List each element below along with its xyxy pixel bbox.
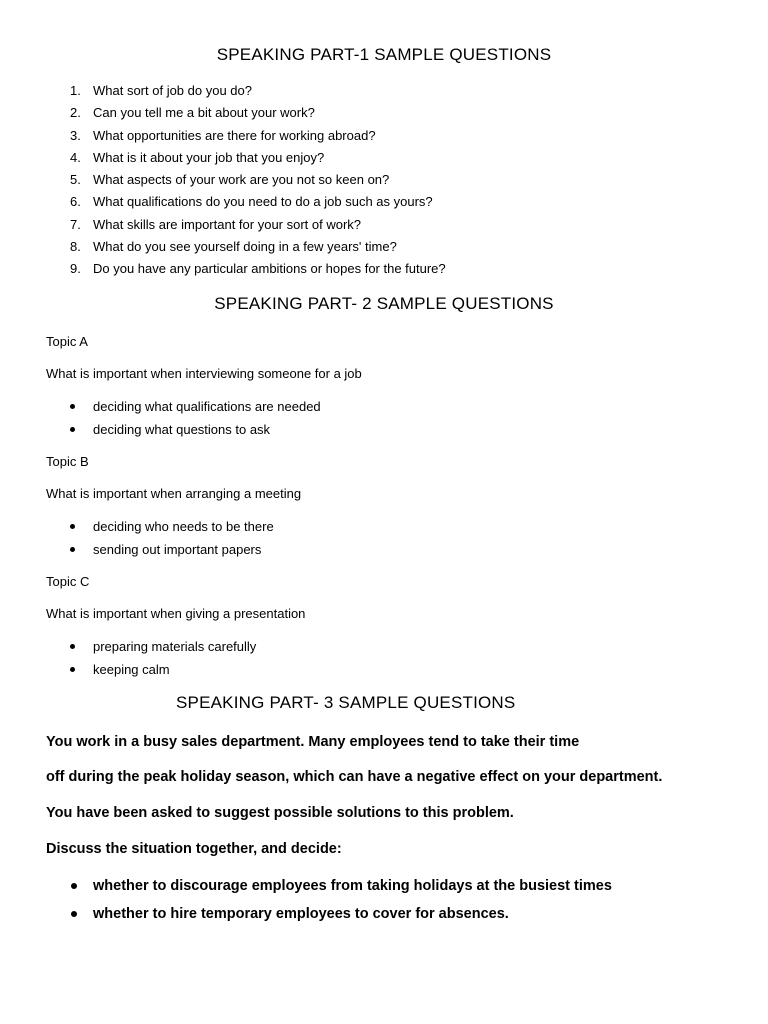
part3-paragraph: off during the peak holiday season, which can have a negative effect on your department. [46, 769, 663, 785]
question-number: 4. [70, 149, 81, 165]
bullet-icon [70, 524, 75, 529]
bullet-icon [70, 547, 75, 552]
question-number: 3. [70, 127, 81, 143]
part1-heading: SPEAKING PART-1 SAMPLE QUESTIONS [216, 45, 552, 64]
topic-b-label: Topic B [46, 454, 89, 469]
bullet-text: deciding what questions to ask [93, 422, 271, 437]
topic-a-label: Topic A [46, 334, 88, 349]
part3-paragraph: You work in a busy sales department. Many employees tend to take their time [46, 734, 580, 750]
bullet-icon [71, 883, 77, 889]
question-text: What is it about your job that you enjoy? [93, 149, 325, 165]
bullet-text: deciding what qualifications are needed [93, 399, 321, 414]
bullet-icon [70, 404, 75, 409]
part3-paragraph: Discuss the situation together, and decide: [46, 841, 342, 857]
bullet-text: whether to hire temporary employees to cover for absences. [93, 906, 509, 922]
part3-heading: SPEAKING PART- 3 SAMPLE QUESTIONS [176, 693, 516, 712]
topic-b-prompt: What is important when arranging a meeting [46, 486, 302, 501]
bullet-icon [71, 911, 77, 917]
bullet-icon [70, 667, 75, 672]
question-number: 9. [70, 261, 81, 277]
question-number: 8. [70, 239, 81, 255]
question-text: What aspects of your work are you not so keen on? [93, 172, 390, 188]
topic-c-prompt: What is important when giving a presentation [46, 606, 306, 621]
question-text: What qualifications do you need to do a job such as yours? [93, 194, 433, 210]
question-number: 1. [70, 83, 81, 98]
part2-heading: SPEAKING PART- 2 SAMPLE QUESTIONS [214, 294, 554, 313]
bullet-text: preparing materials carefully [93, 639, 257, 654]
question-text: Can you tell me a bit about your work? [93, 105, 315, 121]
question-number: 5. [70, 172, 81, 188]
bullet-text: whether to discourage employees from taking holidays at the busiest times [93, 878, 612, 894]
topic-c-label: Topic C [46, 574, 90, 589]
bullet-icon [70, 427, 75, 432]
bullet-text: keeping calm [93, 662, 170, 677]
bullet-text: sending out important papers [93, 542, 262, 557]
question-number: 7. [70, 216, 81, 232]
bullet-icon [70, 644, 75, 649]
question-text: What sort of job do you do? [93, 83, 252, 98]
part3-paragraph: You have been asked to suggest possible solutions to this problem. [46, 805, 514, 821]
question-text: Do you have any particular ambitions or hopes for the future? [93, 261, 446, 277]
question-text: What skills are important for your sort of work? [93, 216, 362, 232]
question-number: 6. [70, 194, 81, 210]
question-text: What opportunities are there for working abroad? [93, 127, 376, 143]
topic-a-prompt: What is important when interviewing someone for a job [46, 366, 362, 381]
question-text: What do you see yourself doing in a few years' time? [93, 239, 397, 255]
question-number: 2. [70, 105, 81, 121]
bullet-text: deciding who needs to be there [93, 519, 274, 534]
